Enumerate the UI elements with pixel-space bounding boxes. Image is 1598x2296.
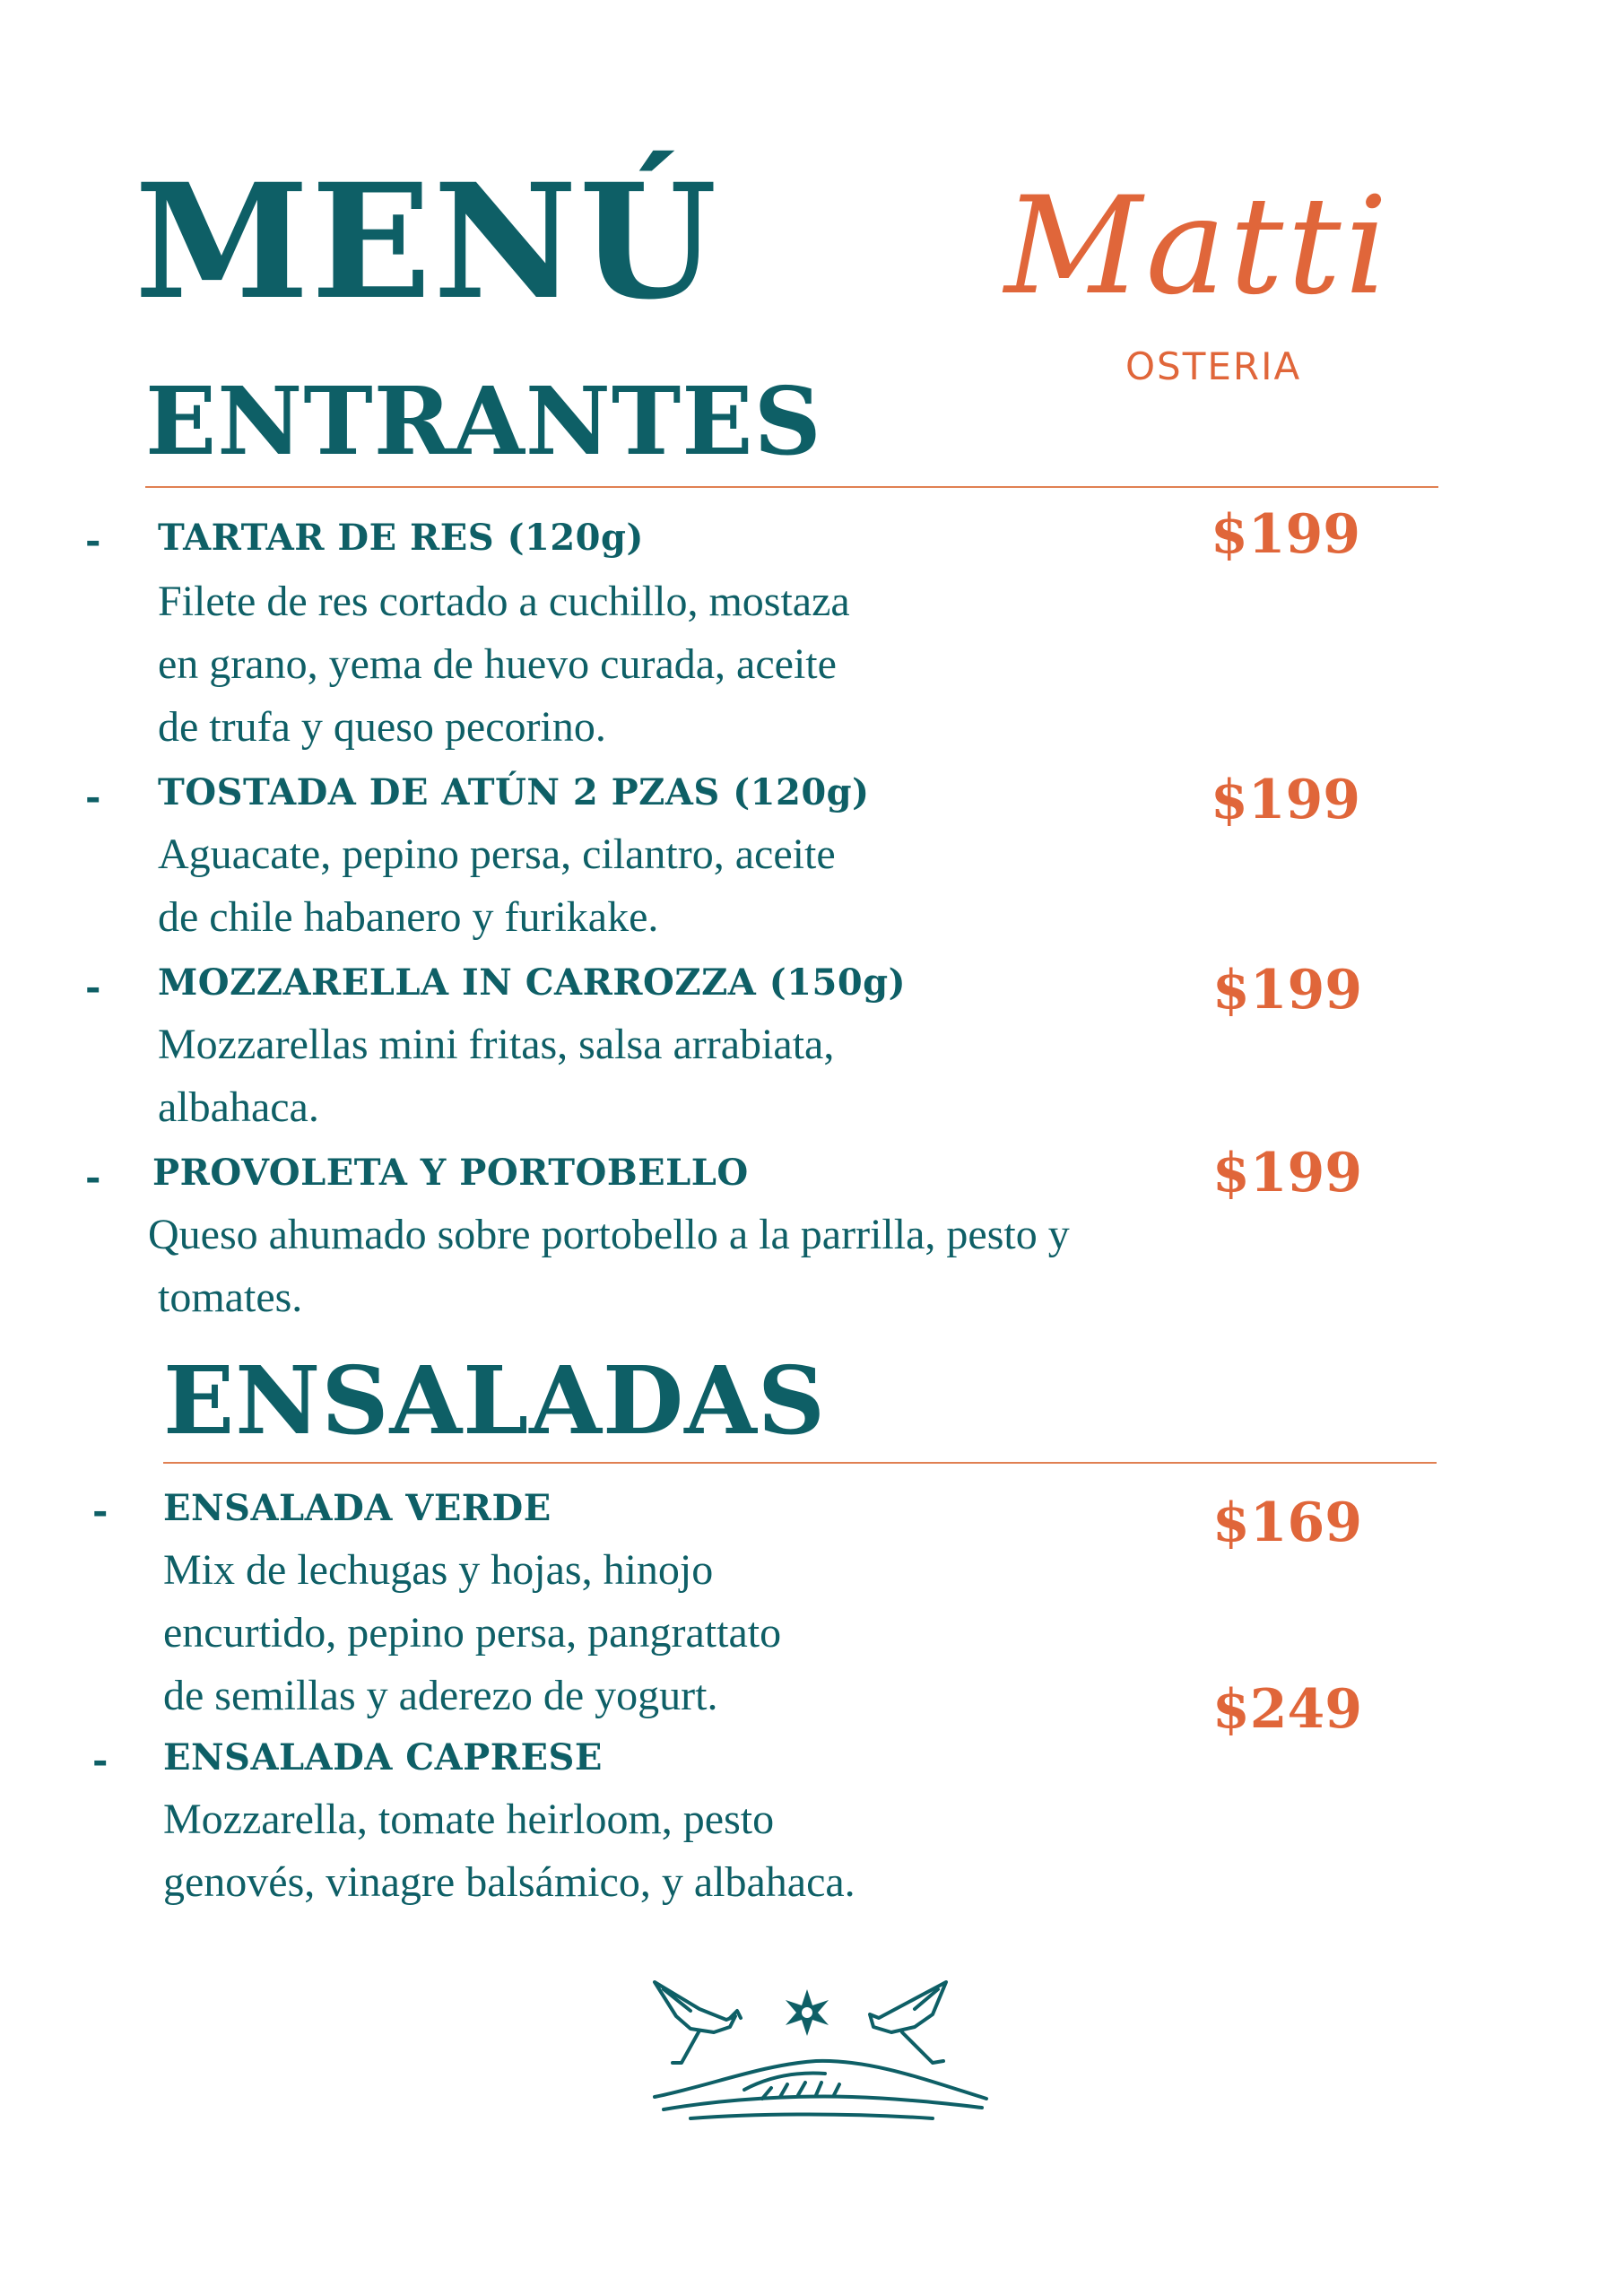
logo-subtitle: OSTERIA xyxy=(1125,344,1302,388)
item-dash: - xyxy=(85,518,101,562)
item-price: $199 xyxy=(1212,959,1362,1022)
description-line: Mozzarellas mini fritas, salsa arrabiata, xyxy=(158,1021,835,1068)
item-name: ENSALADA CAPRESE xyxy=(163,1736,603,1779)
description-line: encurtido, pepino persa, pangrattato xyxy=(163,1609,782,1657)
item-description xyxy=(158,1013,834,1139)
item-name: MOZZARELLA IN CARROZZA (150g) xyxy=(158,961,907,1004)
item-price: $199 xyxy=(1212,1142,1362,1205)
description-line: Queso ahumado sobre portobello a la parrilla, pesto y xyxy=(148,1211,1070,1258)
item-dash: - xyxy=(92,1738,109,1782)
section-title-ensaladas: ENSALADAS xyxy=(163,1345,826,1456)
illustration-icon xyxy=(637,1964,995,2144)
section-divider xyxy=(163,1462,1437,1464)
item-dash: - xyxy=(85,1155,101,1199)
description-line: Filete de res cortado a cuchillo, mostaza xyxy=(158,578,850,625)
item-price: $249 xyxy=(1212,1678,1362,1741)
description-line: genovés, vinagre balsámico, y albahaca. xyxy=(163,1858,855,1906)
menu-title: MENÚ xyxy=(135,149,719,335)
item-dash: - xyxy=(85,965,101,1009)
section-divider xyxy=(145,486,1438,488)
logo xyxy=(1004,169,1417,395)
item-name: PROVOLETA Y PORTOBELLO xyxy=(152,1152,749,1194)
item-dash: - xyxy=(92,1489,109,1533)
item-name: TOSTADA DE ATÚN 2 PZAS (120g) xyxy=(158,771,870,813)
description-line: en grano, yema de huevo curada, aceite xyxy=(158,640,837,688)
description-line: Aguacate, pepino persa, cilantro, aceite xyxy=(158,831,836,878)
item-price: $169 xyxy=(1212,1492,1362,1554)
item-name: TARTAR DE RES (120g) xyxy=(158,517,644,559)
description-line: de chile habanero y furikake. xyxy=(158,893,659,941)
item-description xyxy=(163,1788,855,1914)
item-description xyxy=(158,823,836,949)
item-description xyxy=(163,1539,781,1727)
item-description xyxy=(148,1204,1070,1329)
description-line: de trufa y queso pecorino. xyxy=(158,703,606,751)
description-line: de semillas y aderezo de yogurt. xyxy=(163,1672,718,1719)
item-description xyxy=(158,570,850,759)
description-line: Mix de lechugas y hojas, hinojo xyxy=(163,1546,714,1594)
description-line: Mozzarella, tomate heirloom, pesto xyxy=(163,1796,775,1843)
item-dash: - xyxy=(85,775,101,819)
item-name: ENSALADA VERDE xyxy=(163,1487,551,1529)
section-title-entrantes: ENTRANTES xyxy=(145,366,822,476)
description-line: tomates. xyxy=(158,1274,303,1321)
logo-name: Matti xyxy=(1004,169,1392,325)
birds-star-illustration xyxy=(637,1964,995,2144)
item-price: $199 xyxy=(1211,769,1360,831)
item-price: $199 xyxy=(1211,503,1360,566)
description-line: albahaca. xyxy=(158,1083,319,1131)
